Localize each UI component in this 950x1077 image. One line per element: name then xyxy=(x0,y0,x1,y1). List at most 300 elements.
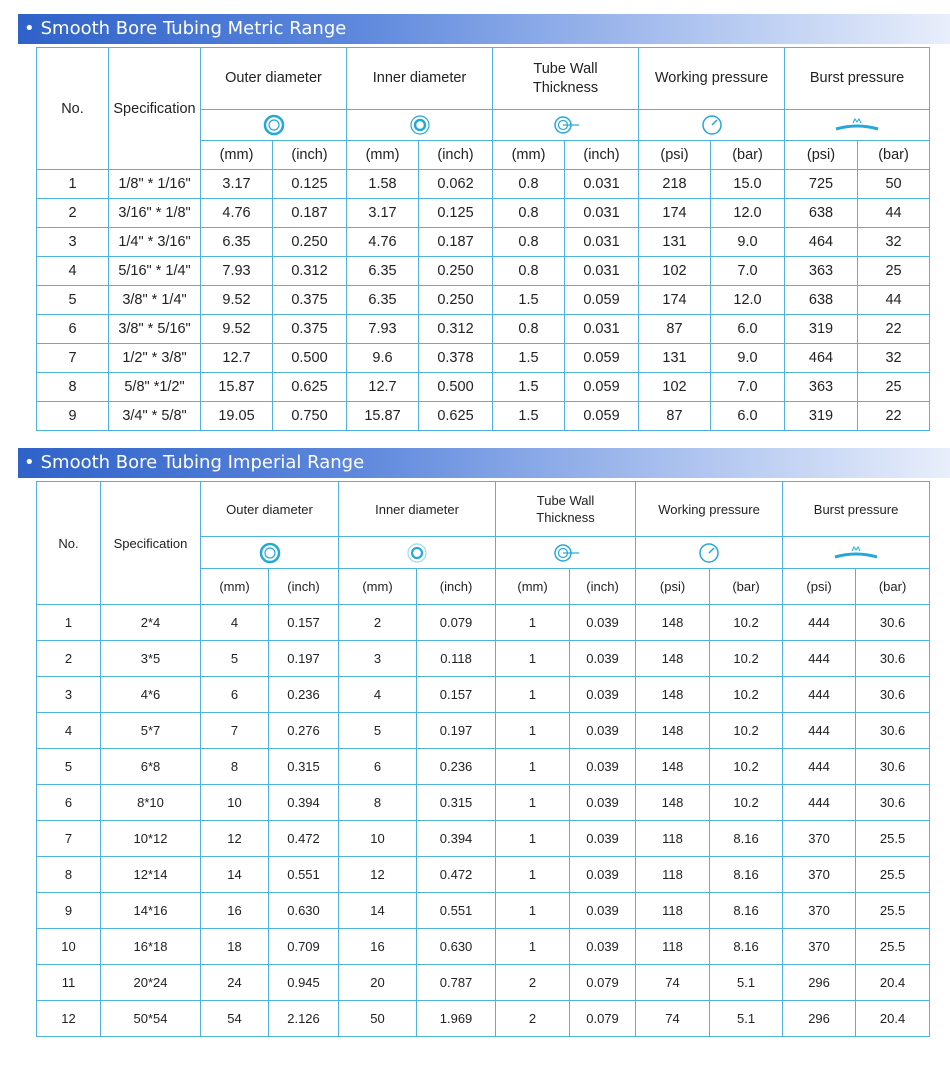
cell-working-psi: 148 xyxy=(636,641,710,677)
table-row xyxy=(37,677,930,713)
imperial-table xyxy=(36,481,930,1037)
cell-burst-psi: 444 xyxy=(783,677,856,713)
cell-outer-inch: 0.394 xyxy=(269,785,339,821)
cell-outer-mm: 24 xyxy=(201,965,269,1001)
cell-burst-psi: 638 xyxy=(785,286,858,315)
cell-outer-inch: 0.551 xyxy=(269,857,339,893)
unit-wall-inch: (inch) xyxy=(565,141,639,170)
unit-working-bar: (bar) xyxy=(711,141,785,170)
cell-burst-bar: 30.6 xyxy=(856,605,930,641)
cell-outer-mm: 6 xyxy=(201,677,269,713)
cell-working-bar: 10.2 xyxy=(710,641,783,677)
unit-burst-psi: (psi) xyxy=(783,569,856,605)
cell-wall-inch: 0.031 xyxy=(565,199,639,228)
cell-outer-inch: 0.750 xyxy=(273,402,347,431)
cell-outer-mm: 18 xyxy=(201,929,269,965)
cell-specification: 4*6 xyxy=(101,677,201,713)
cell-working-bar: 12.0 xyxy=(711,286,785,315)
cell-specification: 5/8" *1/2" xyxy=(109,373,201,402)
cell-inner-mm: 3.17 xyxy=(347,199,419,228)
cell-inner-inch: 0.118 xyxy=(417,641,496,677)
cell-inner-mm: 10 xyxy=(339,821,417,857)
burst-pressure-header: Burst pressure xyxy=(785,48,930,110)
cell-outer-inch: 0.315 xyxy=(269,749,339,785)
cell-wall-mm: 1 xyxy=(496,677,570,713)
cell-working-bar: 6.0 xyxy=(711,315,785,344)
inner-diameter-icon-cell xyxy=(339,537,496,569)
cell-no: 4 xyxy=(37,257,109,286)
cell-burst-bar: 30.6 xyxy=(856,749,930,785)
metric-table-body xyxy=(37,170,930,431)
cell-inner-mm: 6 xyxy=(339,749,417,785)
cell-wall-mm: 1 xyxy=(496,641,570,677)
wall-thickness-header xyxy=(493,48,639,110)
cell-inner-mm: 2 xyxy=(339,605,417,641)
cell-specification: 20*24 xyxy=(101,965,201,1001)
wall-thickness-label: Tube Wall Thickness xyxy=(532,60,599,96)
working-pressure-header: Working pressure xyxy=(639,48,785,110)
cell-burst-bar: 32 xyxy=(858,228,930,257)
cell-wall-inch: 0.059 xyxy=(565,344,639,373)
specification-header: Specification xyxy=(101,482,201,605)
cell-outer-inch: 0.625 xyxy=(273,373,347,402)
outer-diameter-icon-cell xyxy=(201,537,339,569)
table-row xyxy=(37,286,930,315)
working-pressure-icon-cell xyxy=(636,537,783,569)
cell-burst-psi: 444 xyxy=(783,641,856,677)
cell-burst-psi: 319 xyxy=(785,315,858,344)
imperial-section-title: Smooth Bore Tubing Imperial Range xyxy=(40,452,365,473)
unit-wall-mm: (mm) xyxy=(496,569,570,605)
cell-specification: 3/8" * 5/16" xyxy=(109,315,201,344)
cell-no: 5 xyxy=(37,749,101,785)
cell-specification: 1/2" * 3/8" xyxy=(109,344,201,373)
cell-wall-mm: 1.5 xyxy=(493,286,565,315)
unit-wall-mm: (mm) xyxy=(493,141,565,170)
cell-inner-mm: 15.87 xyxy=(347,402,419,431)
cell-outer-inch: 0.945 xyxy=(269,965,339,1001)
cell-inner-mm: 14 xyxy=(339,893,417,929)
cell-burst-bar: 22 xyxy=(858,402,930,431)
cell-wall-mm: 1 xyxy=(496,605,570,641)
cell-burst-psi: 444 xyxy=(783,713,856,749)
cell-burst-psi: 444 xyxy=(783,785,856,821)
cell-burst-bar: 25.5 xyxy=(856,929,930,965)
cell-wall-inch: 0.031 xyxy=(565,315,639,344)
cell-inner-mm: 12 xyxy=(339,857,417,893)
cell-wall-mm: 1 xyxy=(496,713,570,749)
cell-outer-inch: 0.312 xyxy=(273,257,347,286)
cell-inner-mm: 4 xyxy=(339,677,417,713)
cell-no: 2 xyxy=(37,199,109,228)
inner-diameter-icon-cell xyxy=(347,110,493,141)
cell-working-bar: 5.1 xyxy=(710,1001,783,1037)
cell-no: 8 xyxy=(37,857,101,893)
cell-burst-psi: 464 xyxy=(785,344,858,373)
cell-specification: 2*4 xyxy=(101,605,201,641)
metric-section-title: Smooth Bore Tubing Metric Range xyxy=(40,18,347,39)
cell-inner-inch: 0.187 xyxy=(419,228,493,257)
outer-diameter-header: Outer diameter xyxy=(201,48,347,110)
cell-burst-bar: 20.4 xyxy=(856,965,930,1001)
wall-thickness-label: Tube Wall Thickness xyxy=(536,493,595,525)
cell-outer-mm: 12 xyxy=(201,821,269,857)
cell-wall-mm: 1 xyxy=(496,857,570,893)
cell-outer-inch: 0.500 xyxy=(273,344,347,373)
cell-inner-mm: 5 xyxy=(339,713,417,749)
table-row xyxy=(37,893,930,929)
cell-burst-psi: 370 xyxy=(783,893,856,929)
table-row xyxy=(37,199,930,228)
cell-working-psi: 87 xyxy=(639,402,711,431)
cell-outer-mm: 9.52 xyxy=(201,286,273,315)
imperial-header-row xyxy=(37,482,930,537)
unit-wall-inch: (inch) xyxy=(570,569,636,605)
cell-inner-inch: 0.250 xyxy=(419,286,493,315)
cell-burst-bar: 25 xyxy=(858,257,930,286)
cell-working-bar: 10.2 xyxy=(710,713,783,749)
cell-specification: 3/8" * 1/4" xyxy=(109,286,201,315)
cell-burst-psi: 363 xyxy=(785,257,858,286)
wall-thickness-header xyxy=(496,482,636,537)
cell-wall-mm: 0.8 xyxy=(493,228,565,257)
table-row xyxy=(37,965,930,1001)
cell-working-bar: 12.0 xyxy=(711,199,785,228)
cell-burst-psi: 296 xyxy=(783,965,856,1001)
imperial-section-banner xyxy=(18,448,950,478)
cell-working-psi: 118 xyxy=(636,857,710,893)
cell-burst-psi: 319 xyxy=(785,402,858,431)
cell-inner-mm: 6.35 xyxy=(347,257,419,286)
cell-outer-inch: 0.197 xyxy=(269,641,339,677)
cell-burst-psi: 725 xyxy=(785,170,858,199)
cell-burst-bar: 30.6 xyxy=(856,785,930,821)
cell-outer-mm: 15.87 xyxy=(201,373,273,402)
cell-no: 5 xyxy=(37,286,109,315)
cell-wall-mm: 0.8 xyxy=(493,170,565,199)
cell-no: 8 xyxy=(37,373,109,402)
cell-burst-bar: 25 xyxy=(858,373,930,402)
bullet-icon: • xyxy=(24,18,35,39)
cell-wall-inch: 0.039 xyxy=(570,605,636,641)
cell-working-psi: 148 xyxy=(636,677,710,713)
cell-inner-inch: 0.197 xyxy=(417,713,496,749)
cell-burst-bar: 25.5 xyxy=(856,821,930,857)
table-row xyxy=(37,821,930,857)
cell-specification: 8*10 xyxy=(101,785,201,821)
cell-no: 7 xyxy=(37,821,101,857)
table-row xyxy=(37,605,930,641)
table-row xyxy=(37,785,930,821)
cell-working-bar: 8.16 xyxy=(710,929,783,965)
cell-no: 10 xyxy=(37,929,101,965)
table-row xyxy=(37,228,930,257)
table-row xyxy=(37,373,930,402)
unit-outer-mm: (mm) xyxy=(201,141,273,170)
cell-inner-inch: 0.312 xyxy=(419,315,493,344)
table-row xyxy=(37,713,930,749)
cell-inner-inch: 0.315 xyxy=(417,785,496,821)
cell-outer-mm: 14 xyxy=(201,857,269,893)
cell-outer-mm: 9.52 xyxy=(201,315,273,344)
cell-outer-mm: 3.17 xyxy=(201,170,273,199)
cell-no: 3 xyxy=(37,677,101,713)
cell-specification: 14*16 xyxy=(101,893,201,929)
inner-diameter-icon xyxy=(406,542,428,564)
cell-wall-mm: 1.5 xyxy=(493,373,565,402)
cell-burst-psi: 444 xyxy=(783,605,856,641)
table-row xyxy=(37,170,930,199)
cell-burst-bar: 30.6 xyxy=(856,677,930,713)
cell-wall-inch: 0.079 xyxy=(570,965,636,1001)
cell-working-bar: 10.2 xyxy=(710,605,783,641)
cell-working-psi: 131 xyxy=(639,344,711,373)
cell-burst-psi: 296 xyxy=(783,1001,856,1037)
cell-working-bar: 15.0 xyxy=(711,170,785,199)
cell-burst-bar: 25.5 xyxy=(856,857,930,893)
pressure-gauge-icon xyxy=(698,542,720,564)
cell-burst-bar: 50 xyxy=(858,170,930,199)
cell-inner-mm: 4.76 xyxy=(347,228,419,257)
cell-wall-mm: 1 xyxy=(496,929,570,965)
cell-inner-inch: 0.157 xyxy=(417,677,496,713)
cell-outer-inch: 2.126 xyxy=(269,1001,339,1037)
cell-burst-bar: 20.4 xyxy=(856,1001,930,1037)
cell-inner-inch: 0.236 xyxy=(417,749,496,785)
cell-outer-mm: 4 xyxy=(201,605,269,641)
cell-outer-inch: 0.157 xyxy=(269,605,339,641)
cell-burst-psi: 638 xyxy=(785,199,858,228)
imperial-table-body xyxy=(37,605,930,1037)
cell-working-psi: 102 xyxy=(639,257,711,286)
cell-inner-mm: 3 xyxy=(339,641,417,677)
cell-burst-bar: 22 xyxy=(858,315,930,344)
cell-inner-inch: 0.394 xyxy=(417,821,496,857)
cell-working-psi: 118 xyxy=(636,821,710,857)
cell-wall-inch: 0.031 xyxy=(565,170,639,199)
cell-specification: 1/8" * 1/16" xyxy=(109,170,201,199)
cell-outer-mm: 7.93 xyxy=(201,257,273,286)
cell-burst-psi: 370 xyxy=(783,857,856,893)
cell-inner-inch: 0.500 xyxy=(419,373,493,402)
cell-outer-mm: 6.35 xyxy=(201,228,273,257)
no-header: No. xyxy=(37,482,101,605)
cell-wall-mm: 2 xyxy=(496,1001,570,1037)
cell-inner-mm: 7.93 xyxy=(347,315,419,344)
cell-inner-inch: 0.472 xyxy=(417,857,496,893)
cell-specification: 16*18 xyxy=(101,929,201,965)
cell-wall-inch: 0.059 xyxy=(565,402,639,431)
cell-specification: 10*12 xyxy=(101,821,201,857)
cell-wall-inch: 0.039 xyxy=(570,893,636,929)
outer-diameter-icon-cell xyxy=(201,110,347,141)
cell-inner-inch: 0.250 xyxy=(419,257,493,286)
cell-working-bar: 10.2 xyxy=(710,677,783,713)
unit-inner-inch: (inch) xyxy=(417,569,496,605)
cell-specification: 3/4" * 5/8" xyxy=(109,402,201,431)
cell-no: 4 xyxy=(37,713,101,749)
cell-working-psi: 74 xyxy=(636,1001,710,1037)
cell-outer-mm: 8 xyxy=(201,749,269,785)
cell-inner-mm: 1.58 xyxy=(347,170,419,199)
metric-table xyxy=(36,47,930,431)
cell-wall-inch: 0.059 xyxy=(565,373,639,402)
unit-outer-inch: (inch) xyxy=(273,141,347,170)
cell-inner-inch: 0.378 xyxy=(419,344,493,373)
cell-no: 1 xyxy=(37,170,109,199)
cell-wall-inch: 0.059 xyxy=(565,286,639,315)
cell-no: 11 xyxy=(37,965,101,1001)
cell-wall-inch: 0.079 xyxy=(570,1001,636,1037)
cell-wall-mm: 1 xyxy=(496,821,570,857)
cell-burst-bar: 44 xyxy=(858,286,930,315)
unit-outer-inch: (inch) xyxy=(269,569,339,605)
cell-specification: 12*14 xyxy=(101,857,201,893)
cell-outer-inch: 0.709 xyxy=(269,929,339,965)
cell-working-psi: 148 xyxy=(636,785,710,821)
cell-inner-inch: 0.079 xyxy=(417,605,496,641)
table-row xyxy=(37,315,930,344)
cell-inner-inch: 0.125 xyxy=(419,199,493,228)
cell-working-bar: 8.16 xyxy=(710,857,783,893)
cell-inner-inch: 0.062 xyxy=(419,170,493,199)
cell-no: 2 xyxy=(37,641,101,677)
cell-specification: 3/16" * 1/8" xyxy=(109,199,201,228)
cell-no: 1 xyxy=(37,605,101,641)
cell-outer-inch: 0.250 xyxy=(273,228,347,257)
cell-working-bar: 7.0 xyxy=(711,373,785,402)
table-row xyxy=(37,1001,930,1037)
unit-inner-mm: (mm) xyxy=(347,141,419,170)
cell-wall-inch: 0.039 xyxy=(570,785,636,821)
cell-inner-mm: 9.6 xyxy=(347,344,419,373)
cell-outer-inch: 0.125 xyxy=(273,170,347,199)
cell-wall-inch: 0.039 xyxy=(570,821,636,857)
cell-working-psi: 148 xyxy=(636,605,710,641)
cell-inner-mm: 50 xyxy=(339,1001,417,1037)
cell-outer-mm: 19.05 xyxy=(201,402,273,431)
cell-no: 9 xyxy=(37,893,101,929)
wall-thickness-icon xyxy=(552,542,580,564)
table-row xyxy=(37,929,930,965)
outer-diameter-icon xyxy=(263,114,285,136)
cell-working-psi: 218 xyxy=(639,170,711,199)
cell-specification: 50*54 xyxy=(101,1001,201,1037)
cell-burst-bar: 44 xyxy=(858,199,930,228)
cell-burst-psi: 363 xyxy=(785,373,858,402)
cell-wall-inch: 0.039 xyxy=(570,641,636,677)
cell-outer-inch: 0.187 xyxy=(273,199,347,228)
cell-outer-inch: 0.236 xyxy=(269,677,339,713)
cell-outer-inch: 0.630 xyxy=(269,893,339,929)
cell-burst-psi: 444 xyxy=(783,749,856,785)
cell-working-psi: 118 xyxy=(636,929,710,965)
cell-inner-inch: 0.551 xyxy=(417,893,496,929)
cell-working-bar: 5.1 xyxy=(710,965,783,1001)
cell-wall-mm: 0.8 xyxy=(493,257,565,286)
cell-specification: 6*8 xyxy=(101,749,201,785)
inner-diameter-icon xyxy=(409,114,431,136)
cell-wall-inch: 0.031 xyxy=(565,228,639,257)
cell-inner-mm: 6.35 xyxy=(347,286,419,315)
cell-outer-inch: 0.276 xyxy=(269,713,339,749)
cell-burst-bar: 30.6 xyxy=(856,713,930,749)
cell-working-psi: 148 xyxy=(636,749,710,785)
table-row xyxy=(37,749,930,785)
cell-working-psi: 102 xyxy=(639,373,711,402)
cell-wall-mm: 1.5 xyxy=(493,344,565,373)
cell-working-bar: 6.0 xyxy=(711,402,785,431)
cell-working-psi: 131 xyxy=(639,228,711,257)
cell-working-bar: 8.16 xyxy=(710,893,783,929)
burst-tube-icon xyxy=(834,117,880,133)
cell-wall-inch: 0.039 xyxy=(570,713,636,749)
cell-wall-mm: 0.8 xyxy=(493,199,565,228)
cell-no: 6 xyxy=(37,315,109,344)
cell-wall-inch: 0.031 xyxy=(565,257,639,286)
cell-no: 7 xyxy=(37,344,109,373)
unit-burst-psi: (psi) xyxy=(785,141,858,170)
cell-outer-mm: 16 xyxy=(201,893,269,929)
cell-outer-inch: 0.375 xyxy=(273,286,347,315)
cell-outer-mm: 54 xyxy=(201,1001,269,1037)
outer-diameter-icon xyxy=(259,542,281,564)
wall-thickness-icon-cell xyxy=(496,537,636,569)
cell-working-bar: 10.2 xyxy=(710,749,783,785)
unit-burst-bar: (bar) xyxy=(856,569,930,605)
cell-working-bar: 9.0 xyxy=(711,344,785,373)
burst-pressure-header: Burst pressure xyxy=(783,482,930,537)
burst-pressure-icon-cell xyxy=(783,537,930,569)
cell-outer-mm: 4.76 xyxy=(201,199,273,228)
specification-header: Specification xyxy=(109,48,201,170)
table-row xyxy=(37,857,930,893)
cell-working-psi: 74 xyxy=(636,965,710,1001)
cell-inner-mm: 8 xyxy=(339,785,417,821)
metric-section-banner xyxy=(18,14,950,44)
bullet-icon: • xyxy=(24,452,35,473)
cell-burst-psi: 464 xyxy=(785,228,858,257)
cell-wall-inch: 0.039 xyxy=(570,677,636,713)
unit-working-psi: (psi) xyxy=(636,569,710,605)
unit-outer-mm: (mm) xyxy=(201,569,269,605)
cell-no: 3 xyxy=(37,228,109,257)
table-row xyxy=(37,257,930,286)
cell-inner-inch: 1.969 xyxy=(417,1001,496,1037)
wall-thickness-icon-cell xyxy=(493,110,639,141)
inner-diameter-header: Inner diameter xyxy=(347,48,493,110)
cell-wall-mm: 0.8 xyxy=(493,315,565,344)
cell-specification: 3*5 xyxy=(101,641,201,677)
cell-specification: 5/16" * 1/4" xyxy=(109,257,201,286)
cell-inner-mm: 16 xyxy=(339,929,417,965)
cell-inner-inch: 0.625 xyxy=(419,402,493,431)
cell-wall-mm: 2 xyxy=(496,965,570,1001)
cell-outer-mm: 12.7 xyxy=(201,344,273,373)
outer-diameter-header: Outer diameter xyxy=(201,482,339,537)
cell-no: 12 xyxy=(37,1001,101,1037)
cell-working-psi: 118 xyxy=(636,893,710,929)
table-row xyxy=(37,641,930,677)
cell-wall-inch: 0.039 xyxy=(570,857,636,893)
unit-inner-inch: (inch) xyxy=(419,141,493,170)
cell-burst-bar: 25.5 xyxy=(856,893,930,929)
cell-inner-mm: 20 xyxy=(339,965,417,1001)
cell-no: 6 xyxy=(37,785,101,821)
cell-outer-mm: 5 xyxy=(201,641,269,677)
cell-wall-inch: 0.039 xyxy=(570,749,636,785)
table-row xyxy=(37,402,930,431)
